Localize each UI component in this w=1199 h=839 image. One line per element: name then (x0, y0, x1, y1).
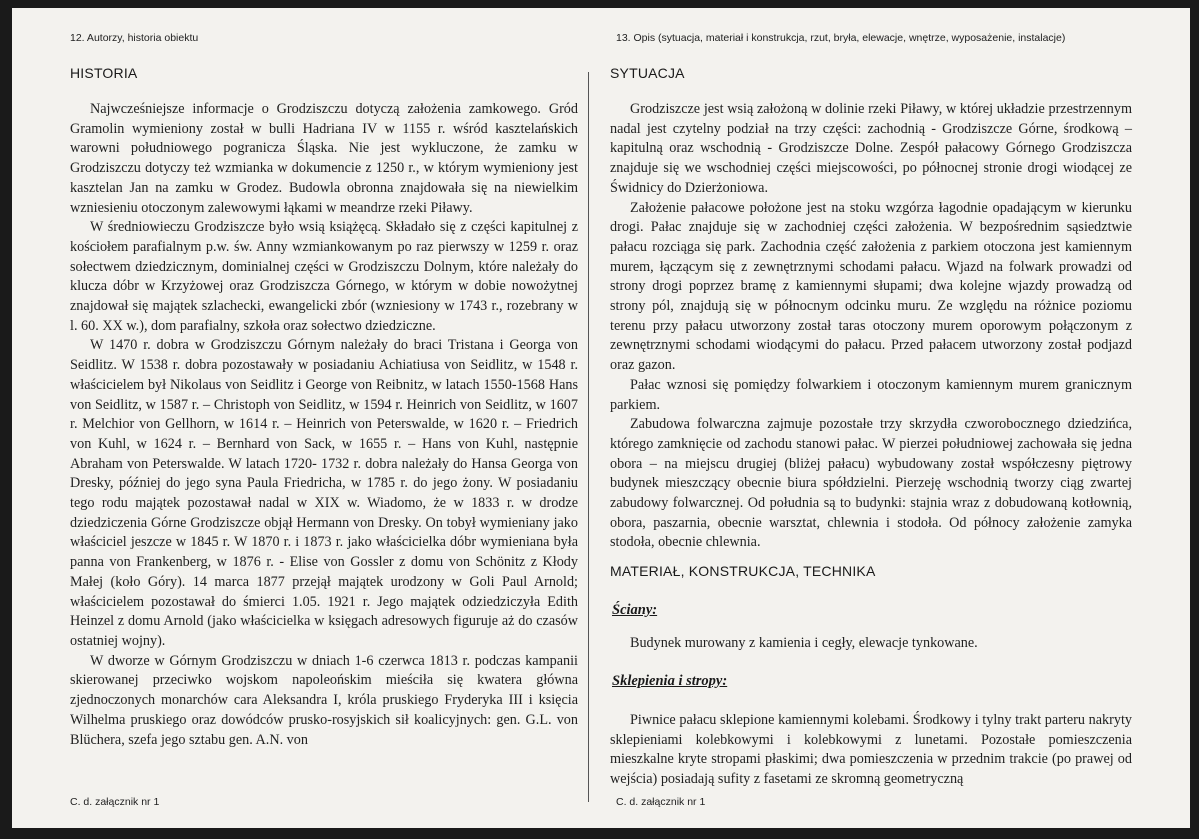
walls-paragraph: Budynek murowany z kamienia i cegły, elewacje tynkowane. (630, 635, 978, 651)
walls-text (610, 634, 1132, 654)
document-sheet (12, 8, 1190, 828)
history-paragraph-4: W dworze w Górnym Grodziszczu w dniach 1-6 czerwca 1813 r. podczas kampanii skierowanej przeciwko wojskom napoleońskim mieściła się kwatera główna zjednoczonych monarchów cara Aleksandra I, króla pruskiego Fryderyka III i księcia Wilhelma pruskiego oraz dowódców prusko-rosyjskich sił koalicyjnych: gen. G.L. von Blüchera, szefa jego sztabu gen. A.N. von (70, 652, 578, 748)
situation-text (610, 100, 1132, 553)
history-paragraph-2: W średniowieczu Grodziszcze było wsią książęcą. Składało się z części kapitulnej z kościołem parafialnym p.w. św. Anny wzmiankowanym po raz pierwszy w 1259 r. oraz sołectwem dziedzicznym, dominialnej części w Grodziszczu Dolnym, które należały do klucza dóbr w Krzyżowej oraz Grodziszcza Górnego, w którym w dobie nowożytnej znajdował się majątek szlachecki, ewangelicki zbór (wzniesiony w 1743 r., rozebrany w l. 60. XX w.), dom parafialny, szkoła oraz sołectwo dziedziczne. (70, 219, 578, 334)
history-paragraph-1: Najwcześniejsze informacje o Grodziszczu dotyczą założenia zamkowego. Gród Gramolin wymieniony został w bulli Hadriana IV w 1155 r. wśród kasztelańskich warowni południowego pogranicza Śląska. Nie jest wykluczone, że zamku w Grodziszczu dotyczy też wzmianka w dokumencie z 1250 r., w którym wymieniony jest kasztelan Jan na zamku w Grodez. Budowla obronna znajdowała się na niewielkim wzniesieniu otoczonym zalewowymi łąkami w meandrze rzeki Piławy. (70, 101, 578, 216)
left-page-header: 12. Autorzy, historia obiektu (70, 32, 199, 44)
situation-title: SYTUACJA (610, 65, 685, 81)
history-paragraph-3: W 1470 r. dobra w Grodziszczu Górnym należały do braci Tristana i Georga von Seidlitz. W 1538 r. dobra pozostawały w posiadaniu Achiatiusa von Seidlitz, w 1548 r. właścicielem był Nikolaus von Seidlitz i George von Reibnitz, w latach 1550-1568 Hans von Seidlitz, w 1587 r. – Christoph von Seidlitz, w 1594 r. Heinrich von Seidlitz, w 1607 r. Melchior von Gellhorn, w 1614 r. – Heinrich von Peterswalde, w 1620 r. – Friedrich von Kuhl, w 1624 r. – Bernhard von Sack, w 1655 r. – Hans von Kuhl, następnie Abraham von Peterswalde. W latach 1720- 1732 r. dobra należały do Hansa Georga von Dresky, później do jego syna Paula Friedricha, w 1785 r. do jego żony. W posiadaniu tego rodu majątek pozostawał nadal w XIX w. Wiadomo, że w 1833 r. w drodze dziedziczenia Górne Grodziszcze objął Hermann von Dresky. On tobył wymieniany jako właściciel jeszcze w 1845 r. W 1870 r. i 1873 r. jako właścicielka dóbr wymieniana była panna von Frankenberg, w 1876 r. - Elise von Gossler z domu von Schönitz z Kłody Małej (koło Góry). 14 marca 1877 przejął majątek urodzony w Goli Paul Arnold; właścicielem pozostawał do śmierci 1.05. 1921 r. Jego majątek odziedziczyła Edith Heinzel z domu Arnold (jako właścicielka w księgach adresowych figuruje aż do czasów ostatniej wojny). (70, 337, 578, 649)
page-divider (588, 72, 589, 802)
vaults-subtitle: Sklepienia i stropy: (612, 673, 728, 689)
right-page-footer: C. d. załącznik nr 1 (616, 796, 706, 808)
situation-paragraph-1: Grodziszcze jest wsią założoną w dolinie rzeki Piławy, w której układzie przestrzennym nadal jest czytelny podział na trzy części: zachodnią - Grodziszcze Górne, środkową – kapitulną oraz wschodnią - Grodziszcze Dolne. Zespół pałacowy Górnego Grodziszcza znajduje się we wschodniej części miejscowości, po północnej stronie drogi wiodącej ze Świdnicy do Dzierżoniowa. (610, 101, 1132, 196)
left-page-footer: C. d. załącznik nr 1 (70, 796, 160, 808)
situation-paragraph-3: Pałac wznosi się pomiędzy folwarkiem i otoczonym kamiennym murem granicznym parkiem. (610, 376, 1132, 413)
walls-subtitle: Ściany: (612, 602, 658, 618)
material-construction-title: MATERIAŁ, KONSTRUKCJA, TECHNIKA (610, 563, 876, 579)
vaults-paragraph: Piwnice pałacu sklepione kamiennymi kolebami. Środkowy i tylny trakt parteru nakryty sklepieniami kolebkowymi i kolebkowymi z lunetami. Pozostałe pomieszczenia mieszkalne kryte stropami płaskimi; dwa pomieszczenia w przednim trakcie (po prawej od wejścia) posiadają sufity z fasetami ze skromną geometryczną (610, 712, 1132, 788)
vaults-text (610, 711, 1132, 790)
right-page-header: 13. Opis (sytuacja, materiał i konstrukcja, rzut, bryła, elewacje, wnętrze, wyposażenie, instalacje) (616, 32, 1066, 44)
situation-paragraph-2: Założenie pałacowe położone jest na stoku wzgórza łagodnie opadającym w kierunku drogi. Pałac znajduje się w zachodniej części założenia. W bezpośrednim sąsiedztwie pałacu rozciąga się park. Zachodnia część założenia z parkiem otoczona jest kamiennym murem, łączącym się z zewnętrznymi schodami pałacu. Wjazd na folwark prowadzi od strony drogi poprzez bramę z kamiennymi słupami; dwa kolejne wjazdy prowadzą od strony pól, znajdują się w północnym odcinku muru. Ze względu na różnice poziomu terenu przy pałacu utworzony został taras otoczony murem oporowym połączonym z zewnętrznymi schodami wiodącymi do pałacu. Przed pałacem utworzony został podjazd oraz gazon. (610, 199, 1132, 374)
situation-paragraph-4: Zabudowa folwarczna zajmuje pozostałe trzy skrzydła czworobocznego dziedzińca, którego zamknięcie od zachodu stanowi pałac. W pierzei południowej zachowała się jedna obora – na miejscu drugiej (bliżej pałacu) wybudowany został współczesny piętrowy budynek mieszczący obecnie biura spółdzielni. Pierzeję wschodnią tworzy ciąg zwartej zabudowy folwarcznej. Od południa są to budynki: stajnia wraz z dobudowaną kotłownią, obora, paszarnia, obecnie warsztat, chlewnia i stodoła. Od północy założenie zamyka stodoła, obecnie chlewnia. (610, 416, 1132, 551)
history-title: HISTORIA (70, 65, 138, 81)
history-text (70, 100, 578, 750)
